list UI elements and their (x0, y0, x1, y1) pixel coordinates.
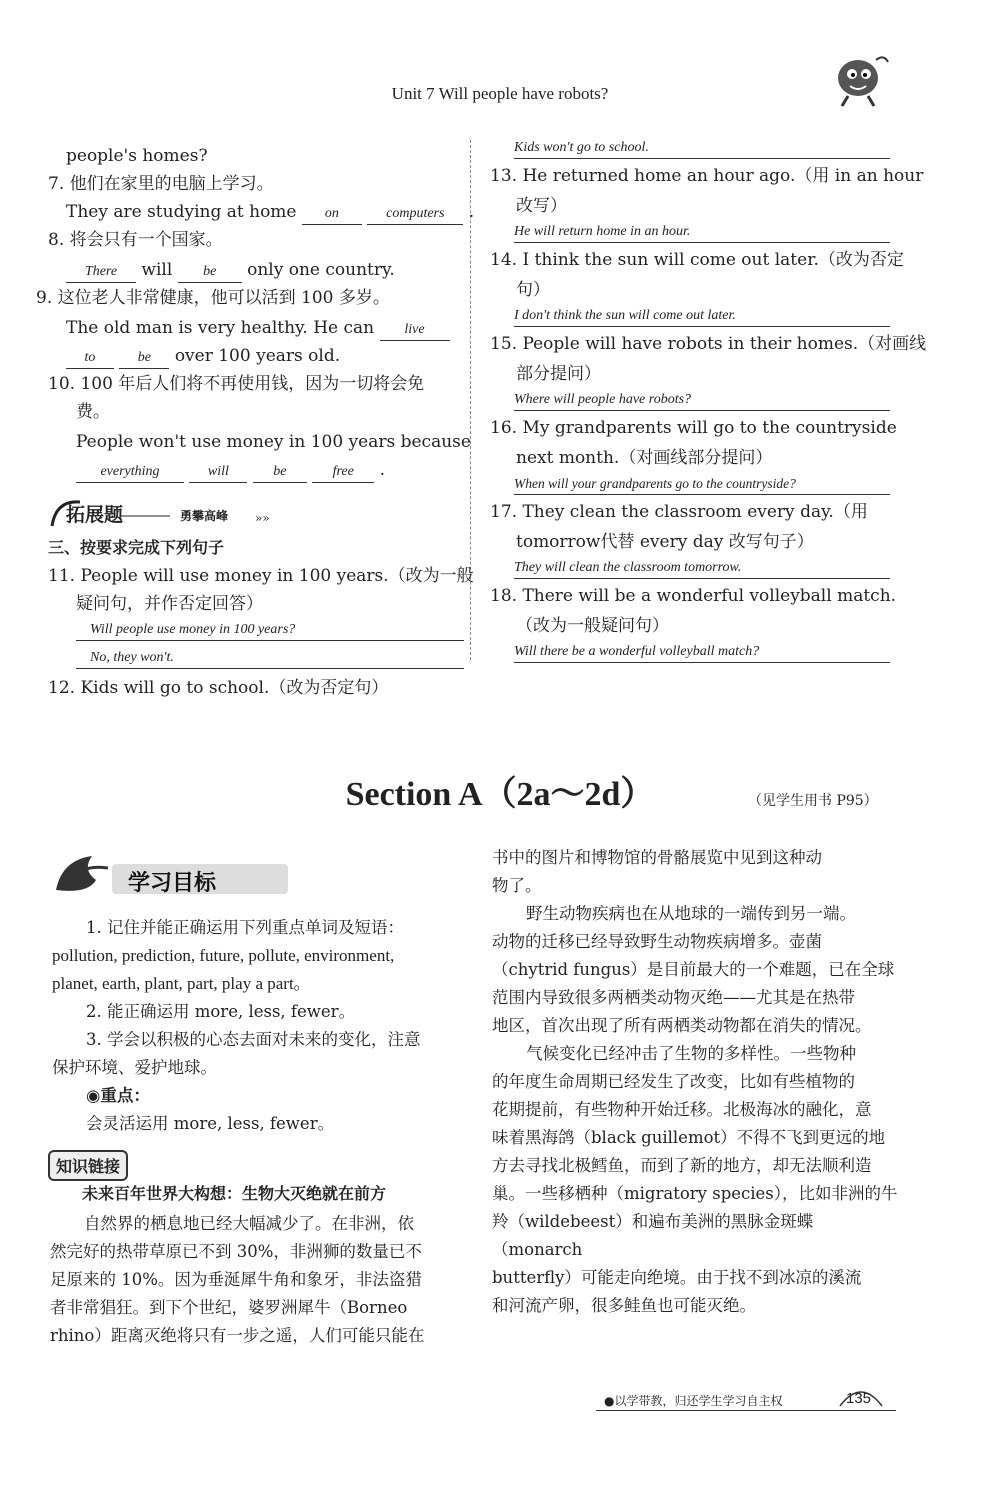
article-line: 花期提前，有些物种开始迁移。北极海冰的融化，意 (492, 1100, 872, 1119)
article-line: 足原来的 10%。因为垂涎犀牛角和象牙，非法盗猎 (50, 1270, 422, 1289)
q8-text-mid: will (141, 260, 173, 280)
article-line: 地区，首次出现了所有两栖类动物都在消失的情况。 (492, 1016, 872, 1035)
q9-answer-1: live (380, 320, 450, 341)
article-line: 自然界的栖息地已经大幅减少了。在非洲，依 (84, 1214, 414, 1233)
article-line: 气候变化已经冲击了生物的多样性。一些物种 (526, 1044, 856, 1063)
learning-goals-title: 学习目标 (128, 870, 217, 896)
q8-sentence (66, 256, 395, 284)
q16-answer: When will your grandparents go to the countryside? (514, 474, 890, 495)
article-line: 巢。一些移栖种（migratory species），比如非洲的牛 (492, 1184, 898, 1203)
article-right-column (492, 844, 902, 1320)
article-line: 和河流产卵，很多鲑鱼也可能灭绝。 (492, 1296, 756, 1315)
q7-prompt: 7. 他们在家里的电脑上学习。 (48, 174, 274, 194)
goal-line: planet, earth, plant, part, play a part。 (52, 974, 311, 993)
q10-prompt: 10. 100 年后人们将不再使用钱，因为一切将会免 (48, 374, 425, 394)
article-line: 者非常猖狂。到下个世纪，婆罗洲犀牛（Borneo (50, 1298, 408, 1317)
q18-answer: Will there be a wonderful volleyball match? (514, 642, 890, 663)
extension-banner (50, 498, 280, 530)
q10-answer-4: free (312, 462, 374, 483)
q11-answer-2: No, they won't. (76, 648, 464, 669)
page-number: 135 (846, 1390, 872, 1407)
key-point-text: 会灵活运用 more, less, fewer。 (86, 1114, 335, 1133)
q9-answer-2: to (66, 348, 114, 369)
section-reference: （见学生用书 P95） (748, 793, 878, 809)
q14-answer: I don't think the sun will come out later. (514, 306, 890, 327)
q8-text-end: only one country. (247, 260, 395, 280)
mascot-icon (828, 50, 898, 110)
q16-prompt: 16. My grandparents will go to the countryside (490, 418, 897, 438)
q13-prompt: 13. He returned home an hour ago.（用 in an hour (490, 166, 924, 186)
q15-prompt-b: 部分提问） (516, 364, 601, 384)
q10-sentence: People won't use money in 100 years because (76, 432, 471, 452)
footer-slogan: ●以学带教，归还学生学习自主权 (604, 1394, 783, 1408)
q10-end: . (379, 460, 386, 480)
article-line: 物了。 (492, 876, 542, 895)
article-line: 的年度生命周期已经发生了改变，比如有些植物的 (492, 1072, 855, 1091)
q7-end: . (468, 202, 475, 222)
q15-answer: Where will people have robots? (514, 390, 890, 411)
q9-text-end: over 100 years old. (174, 346, 341, 366)
q8-answer-1: There (66, 262, 136, 283)
goal-line: 1. 记住并能正确运用下列重点单词及短语： (86, 918, 404, 937)
q15-prompt: 15. People will have robots in their homes.（对画线 (490, 334, 927, 354)
article-title: 未来百年世界大构想：生物大灭绝就在前方 (82, 1184, 387, 1203)
q11-prompt: 11. People will use money in 100 years.（改为一般 (48, 566, 474, 586)
knowledge-link-badge: 知识链接 (48, 1150, 128, 1181)
article-line: 然完好的热带草原已不到 30%，非洲狮的数量已不 (50, 1242, 422, 1261)
goal-line: 3. 学会以积极的心态去面对未来的变化，注意 (86, 1030, 421, 1049)
q12-prompt: 12. Kids will go to school.（改为否定句） (48, 678, 389, 698)
footer-rule (596, 1410, 896, 1411)
q7-sentence (66, 198, 474, 226)
key-point-label: ◉重点： (86, 1086, 150, 1105)
q7-answer-1: on (302, 204, 362, 225)
q9-sentence-a (66, 314, 450, 342)
goal-line: 保护环境、爱护地球。 (52, 1058, 217, 1077)
q12-answer: Kids won't go to school. (514, 138, 890, 159)
page-swirl-icon (836, 1376, 886, 1412)
q9-text: The old man is very healthy. He can (66, 318, 375, 338)
q17-answer: They will clean the classroom tomorrow. (514, 558, 890, 579)
learning-goals-banner (52, 850, 292, 902)
svg-text:»»: »» (255, 511, 270, 525)
goal-line: pollution, prediction, future, pollute, environment, (52, 946, 395, 965)
q10-answers (76, 456, 385, 484)
article-line: rhino）距离灭绝将只有一步之遥，人们可能只能在 (50, 1326, 425, 1345)
article-line: 味着黑海鸽（black guillemot）不得不飞到更远的地 (492, 1128, 886, 1147)
q8-prompt: 8. 将会只有一个国家。 (48, 230, 223, 250)
q11-answer-1: Will people use money in 100 years? (76, 620, 464, 641)
article-left-column (50, 1210, 460, 1350)
article-line: 范围内导致很多两栖类动物灭绝——尤其是在热带 (492, 988, 855, 1007)
running-header: Unit 7 Will people have robots? (391, 84, 609, 103)
q18-prompt: 18. There will be a wonderful volleyball match. (490, 586, 897, 606)
q9-sentence-b (66, 342, 340, 370)
article-line: 野生动物疾病也在从地球的一端传到另一端。 (526, 904, 856, 923)
article-line: 书中的图片和博物馆的骨骼展览中见到这种动 (492, 848, 822, 867)
extension-title: 拓展题 (66, 504, 124, 526)
article-line: 动物的迁移已经导致野生动物疾病增多。壶菌 (492, 932, 822, 951)
q11-prompt-b: 疑问句，并作否定回答） (76, 594, 263, 614)
q8-answer-2: be (178, 262, 242, 283)
article-line: 羚（wildebeest）和遍布美洲的黑脉金斑蝶（monarch (492, 1212, 814, 1259)
q10-answer-2: will (189, 462, 247, 483)
learning-goals-list (52, 914, 462, 1138)
article-line: butterfly）可能走向绝境。由于找不到冰凉的溪流 (492, 1268, 862, 1287)
q16-prompt-b: next month.（对画线部分提问） (516, 448, 773, 468)
q9-prompt: 9. 这位老人非常健康，他可以活到 100 多岁。 (36, 288, 390, 308)
q7-text: They are studying at home (66, 202, 297, 222)
q14-prompt: 14. I think the sun will come out later.（改为否定 (490, 250, 904, 270)
article-line: （chytrid fungus）是目前最大的一个难题，已在全球 (492, 960, 895, 979)
extension-subtitle: 勇攀高峰 (180, 509, 229, 523)
goal-line: 2. 能正确运用 more, less, fewer。 (86, 1002, 356, 1021)
article-line: 方去寻找北极鳕鱼，而到了新的地方，却无法顺利造 (492, 1156, 872, 1175)
q17-prompt: 17. They clean the classroom every day.（用 (490, 502, 868, 522)
section-title: Section A（2a～2d） (345, 776, 655, 813)
q6-continuation: people's homes? (66, 146, 208, 166)
q10-answer-3: be (253, 462, 307, 483)
q10-prompt-b: 费。 (76, 402, 110, 422)
q17-prompt-b: tomorrow代替 every day 改写句子） (516, 532, 814, 552)
q18-prompt-b: （改为一般疑问句） (516, 616, 669, 636)
q10-answer-1: everything (76, 462, 184, 483)
q13-prompt-b: 改写） (516, 196, 567, 216)
section-3-heading: 三、按要求完成下列句子 (48, 538, 225, 557)
q13-answer: He will return home in an hour. (514, 222, 890, 243)
q7-answer-2: computers (367, 204, 463, 225)
q14-prompt-b: 句） (516, 280, 550, 300)
q9-answer-3: be (119, 348, 169, 369)
